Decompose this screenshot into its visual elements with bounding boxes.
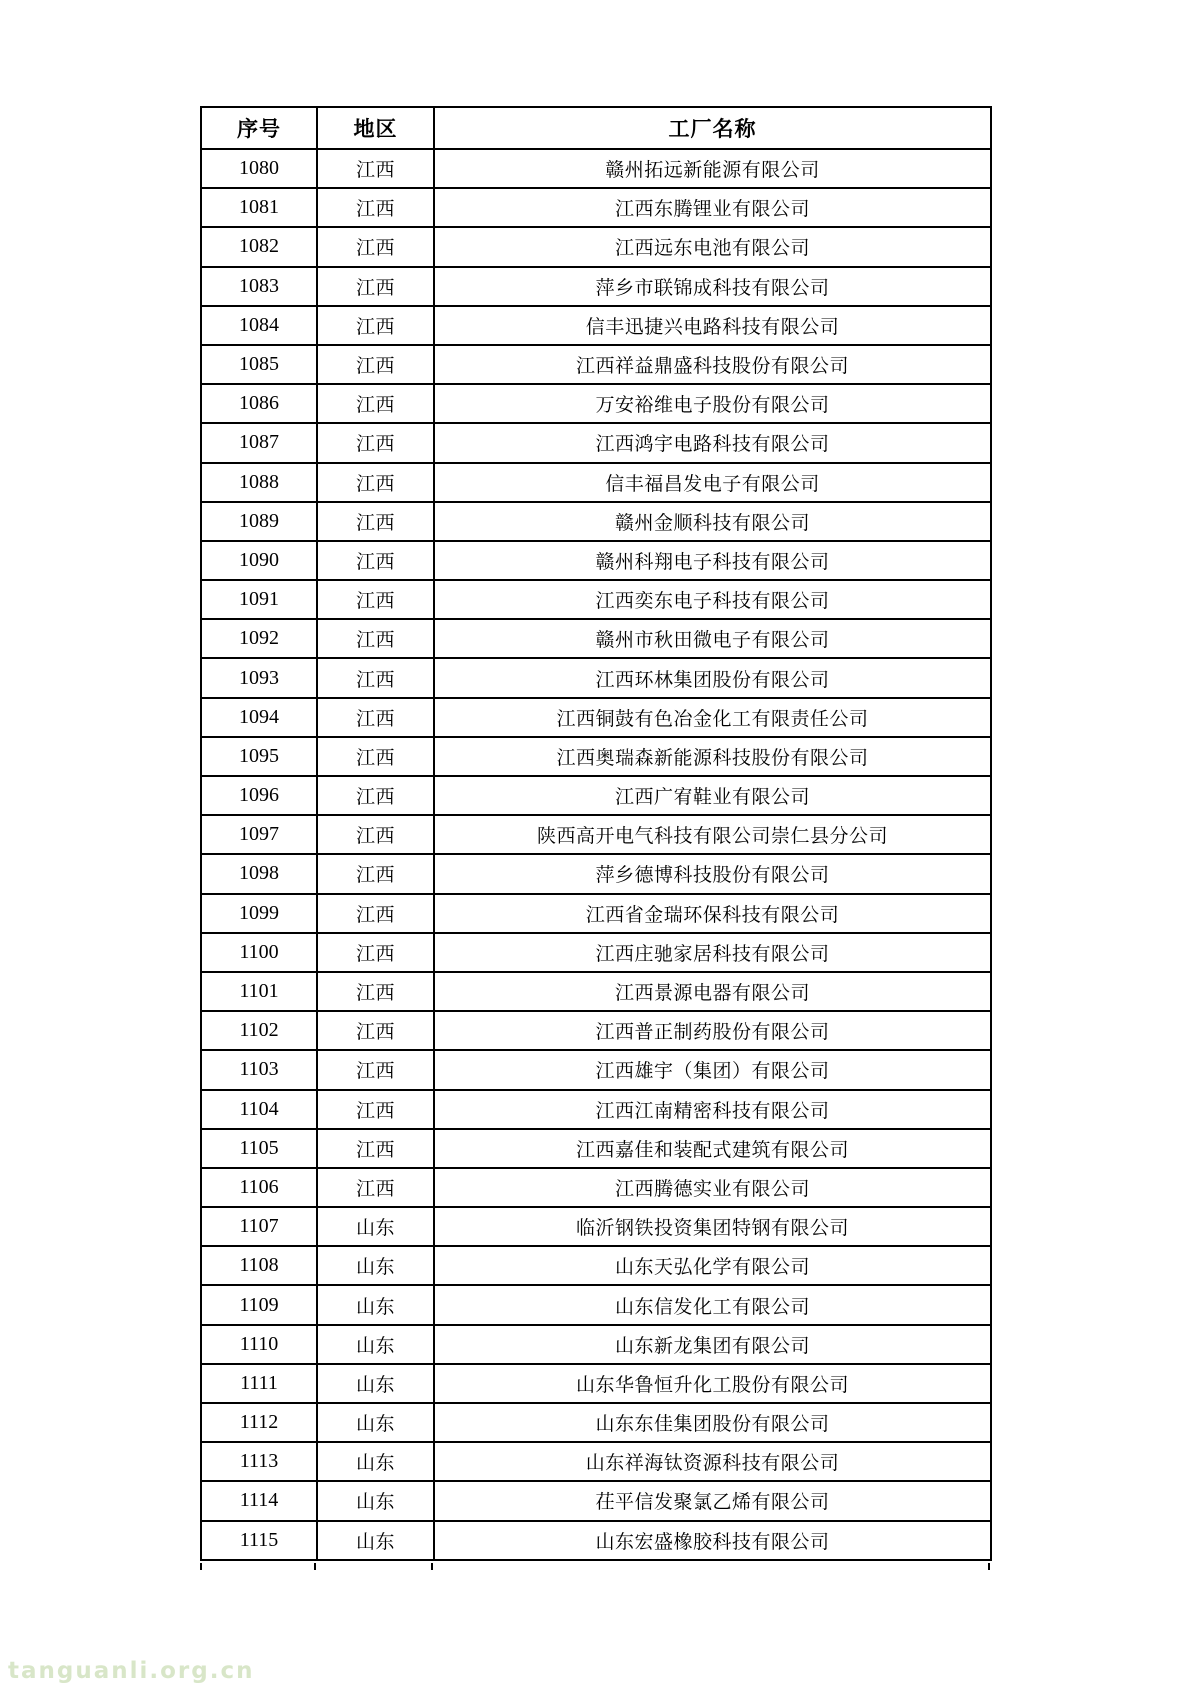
cell-region: 江西: [317, 149, 434, 188]
cell-factory-name: 江西祥益鼎盛科技股份有限公司: [434, 345, 991, 384]
cell-region: 江西: [317, 698, 434, 737]
table-row: [201, 463, 991, 502]
header-factory-name: 工厂名称: [434, 107, 991, 149]
table-row: [201, 894, 991, 933]
table-row: [201, 1442, 991, 1481]
cell-region: 江西: [317, 227, 434, 266]
cell-region: 江西: [317, 463, 434, 502]
cell-serial-number: 1095: [201, 737, 317, 776]
table-row: [201, 267, 991, 306]
cell-region: 山东: [317, 1481, 434, 1520]
factory-table: [200, 106, 992, 1561]
cell-factory-name: 江西省金瑞环保科技有限公司: [434, 894, 991, 933]
table-row: [201, 306, 991, 345]
cell-region: 江西: [317, 854, 434, 893]
cell-factory-name: 江西广宥鞋业有限公司: [434, 776, 991, 815]
table-row: [201, 1011, 991, 1050]
cell-serial-number: 1112: [201, 1403, 317, 1442]
cell-factory-name: 山东信发化工有限公司: [434, 1285, 991, 1324]
cell-factory-name: 万安裕维电子股份有限公司: [434, 384, 991, 423]
cell-region: 山东: [317, 1521, 434, 1560]
cell-region: 江西: [317, 502, 434, 541]
cell-serial-number: 1104: [201, 1090, 317, 1129]
cell-serial-number: 1107: [201, 1207, 317, 1246]
cell-factory-name: 江西奥瑞森新能源科技股份有限公司: [434, 737, 991, 776]
cell-factory-name: 萍乡市联锦成科技有限公司: [434, 267, 991, 306]
table-row: [201, 384, 991, 423]
site-watermark: tanguanli.org.cn: [8, 1658, 255, 1684]
cell-factory-name: 赣州拓远新能源有限公司: [434, 149, 991, 188]
cell-region: 山东: [317, 1364, 434, 1403]
table-row: [201, 658, 991, 697]
cell-factory-name: 江西景源电器有限公司: [434, 972, 991, 1011]
cell-serial-number: 1101: [201, 972, 317, 1011]
table-row: [201, 1325, 991, 1364]
cell-factory-name: 江西东腾锂业有限公司: [434, 188, 991, 227]
cell-serial-number: 1113: [201, 1442, 317, 1481]
cell-serial-number: 1082: [201, 227, 317, 266]
table-row: [201, 1207, 991, 1246]
cell-region: 江西: [317, 306, 434, 345]
table-row: [201, 580, 991, 619]
cell-factory-name: 山东东佳集团股份有限公司: [434, 1403, 991, 1442]
cell-factory-name: 赣州市秋田微电子有限公司: [434, 619, 991, 658]
cell-region: 江西: [317, 776, 434, 815]
cell-serial-number: 1097: [201, 815, 317, 854]
table-row: [201, 1129, 991, 1168]
table-continuation-line: [200, 1563, 202, 1570]
cell-serial-number: 1099: [201, 894, 317, 933]
table-row: [201, 1246, 991, 1285]
cell-serial-number: 1086: [201, 384, 317, 423]
cell-region: 江西: [317, 423, 434, 462]
cell-serial-number: 1106: [201, 1168, 317, 1207]
cell-region: 山东: [317, 1442, 434, 1481]
table-row: [201, 815, 991, 854]
cell-factory-name: 赣州金顺科技有限公司: [434, 502, 991, 541]
cell-factory-name: 江西腾德实业有限公司: [434, 1168, 991, 1207]
cell-region: 江西: [317, 933, 434, 972]
cell-serial-number: 1091: [201, 580, 317, 619]
cell-region: 山东: [317, 1285, 434, 1324]
cell-factory-name: 茌平信发聚氯乙烯有限公司: [434, 1481, 991, 1520]
cell-serial-number: 1102: [201, 1011, 317, 1050]
cell-factory-name: 萍乡德博科技股份有限公司: [434, 854, 991, 893]
cell-serial-number: 1096: [201, 776, 317, 815]
header-region: 地区: [317, 107, 434, 149]
cell-serial-number: 1081: [201, 188, 317, 227]
table-row: [201, 423, 991, 462]
cell-factory-name: 江西庄驰家居科技有限公司: [434, 933, 991, 972]
cell-serial-number: 1115: [201, 1521, 317, 1560]
cell-region: 江西: [317, 1050, 434, 1089]
cell-factory-name: 赣州科翔电子科技有限公司: [434, 541, 991, 580]
cell-factory-name: 江西环林集团股份有限公司: [434, 658, 991, 697]
cell-serial-number: 1087: [201, 423, 317, 462]
cell-factory-name: 山东新龙集团有限公司: [434, 1325, 991, 1364]
cell-region: 江西: [317, 580, 434, 619]
table-row: [201, 1050, 991, 1089]
table-row: [201, 1168, 991, 1207]
table-row: [201, 149, 991, 188]
header-serial-number: 序号: [201, 107, 317, 149]
table-row: [201, 698, 991, 737]
cell-region: 江西: [317, 737, 434, 776]
cell-serial-number: 1100: [201, 933, 317, 972]
cell-region: 江西: [317, 1090, 434, 1129]
table-row: [201, 502, 991, 541]
table-row: [201, 933, 991, 972]
table-row: [201, 541, 991, 580]
cell-factory-name: 信丰福昌发电子有限公司: [434, 463, 991, 502]
table-row: [201, 1364, 991, 1403]
cell-factory-name: 江西鸿宇电路科技有限公司: [434, 423, 991, 462]
cell-factory-name: 山东天弘化学有限公司: [434, 1246, 991, 1285]
table-row: [201, 345, 991, 384]
cell-serial-number: 1089: [201, 502, 317, 541]
cell-region: 江西: [317, 894, 434, 933]
table-row: [201, 776, 991, 815]
cell-serial-number: 1108: [201, 1246, 317, 1285]
cell-region: 江西: [317, 1168, 434, 1207]
cell-factory-name: 信丰迅捷兴电路科技有限公司: [434, 306, 991, 345]
table-row: [201, 227, 991, 266]
cell-region: 山东: [317, 1325, 434, 1364]
cell-region: 江西: [317, 188, 434, 227]
cell-factory-name: 山东宏盛橡胶科技有限公司: [434, 1521, 991, 1560]
cell-region: 江西: [317, 267, 434, 306]
cell-factory-name: 江西雄宇（集团）有限公司: [434, 1050, 991, 1089]
cell-region: 江西: [317, 384, 434, 423]
cell-serial-number: 1114: [201, 1481, 317, 1520]
table-row: [201, 1285, 991, 1324]
cell-serial-number: 1103: [201, 1050, 317, 1089]
cell-serial-number: 1098: [201, 854, 317, 893]
cell-serial-number: 1094: [201, 698, 317, 737]
table-row: [201, 619, 991, 658]
cell-serial-number: 1111: [201, 1364, 317, 1403]
cell-serial-number: 1085: [201, 345, 317, 384]
cell-serial-number: 1110: [201, 1325, 317, 1364]
cell-region: 江西: [317, 345, 434, 384]
table-row: [201, 737, 991, 776]
cell-serial-number: 1090: [201, 541, 317, 580]
table-continuation-line: [314, 1563, 316, 1570]
cell-region: 江西: [317, 1129, 434, 1168]
cell-factory-name: 江西铜鼓有色冶金化工有限责任公司: [434, 698, 991, 737]
cell-factory-name: 江西奕东电子科技有限公司: [434, 580, 991, 619]
cell-factory-name: 江西江南精密科技有限公司: [434, 1090, 991, 1129]
table-continuation-line: [431, 1563, 433, 1570]
cell-region: 山东: [317, 1403, 434, 1442]
cell-serial-number: 1105: [201, 1129, 317, 1168]
cell-region: 江西: [317, 815, 434, 854]
cell-serial-number: 1083: [201, 267, 317, 306]
cell-serial-number: 1109: [201, 1285, 317, 1324]
cell-serial-number: 1088: [201, 463, 317, 502]
table-body: [201, 149, 991, 1560]
cell-region: 江西: [317, 619, 434, 658]
cell-factory-name: 江西远东电池有限公司: [434, 227, 991, 266]
cell-region: 山东: [317, 1246, 434, 1285]
table-row: [201, 972, 991, 1011]
cell-serial-number: 1084: [201, 306, 317, 345]
cell-factory-name: 临沂钢铁投资集团特钢有限公司: [434, 1207, 991, 1246]
table-row: [201, 1481, 991, 1520]
table-header-row: [201, 107, 991, 149]
cell-region: 江西: [317, 972, 434, 1011]
cell-factory-name: 江西嘉佳和装配式建筑有限公司: [434, 1129, 991, 1168]
table-row: [201, 1521, 991, 1560]
cell-region: 江西: [317, 658, 434, 697]
table-continuation-line: [988, 1563, 990, 1570]
cell-serial-number: 1092: [201, 619, 317, 658]
table-row: [201, 1403, 991, 1442]
cell-region: 江西: [317, 1011, 434, 1050]
cell-factory-name: 山东祥海钛资源科技有限公司: [434, 1442, 991, 1481]
cell-region: 山东: [317, 1207, 434, 1246]
table-row: [201, 1090, 991, 1129]
table-row: [201, 188, 991, 227]
cell-factory-name: 江西普正制药股份有限公司: [434, 1011, 991, 1050]
cell-region: 江西: [317, 541, 434, 580]
cell-serial-number: 1093: [201, 658, 317, 697]
cell-factory-name: 陕西高开电气科技有限公司崇仁县分公司: [434, 815, 991, 854]
cell-serial-number: 1080: [201, 149, 317, 188]
cell-factory-name: 山东华鲁恒升化工股份有限公司: [434, 1364, 991, 1403]
table-row: [201, 854, 991, 893]
